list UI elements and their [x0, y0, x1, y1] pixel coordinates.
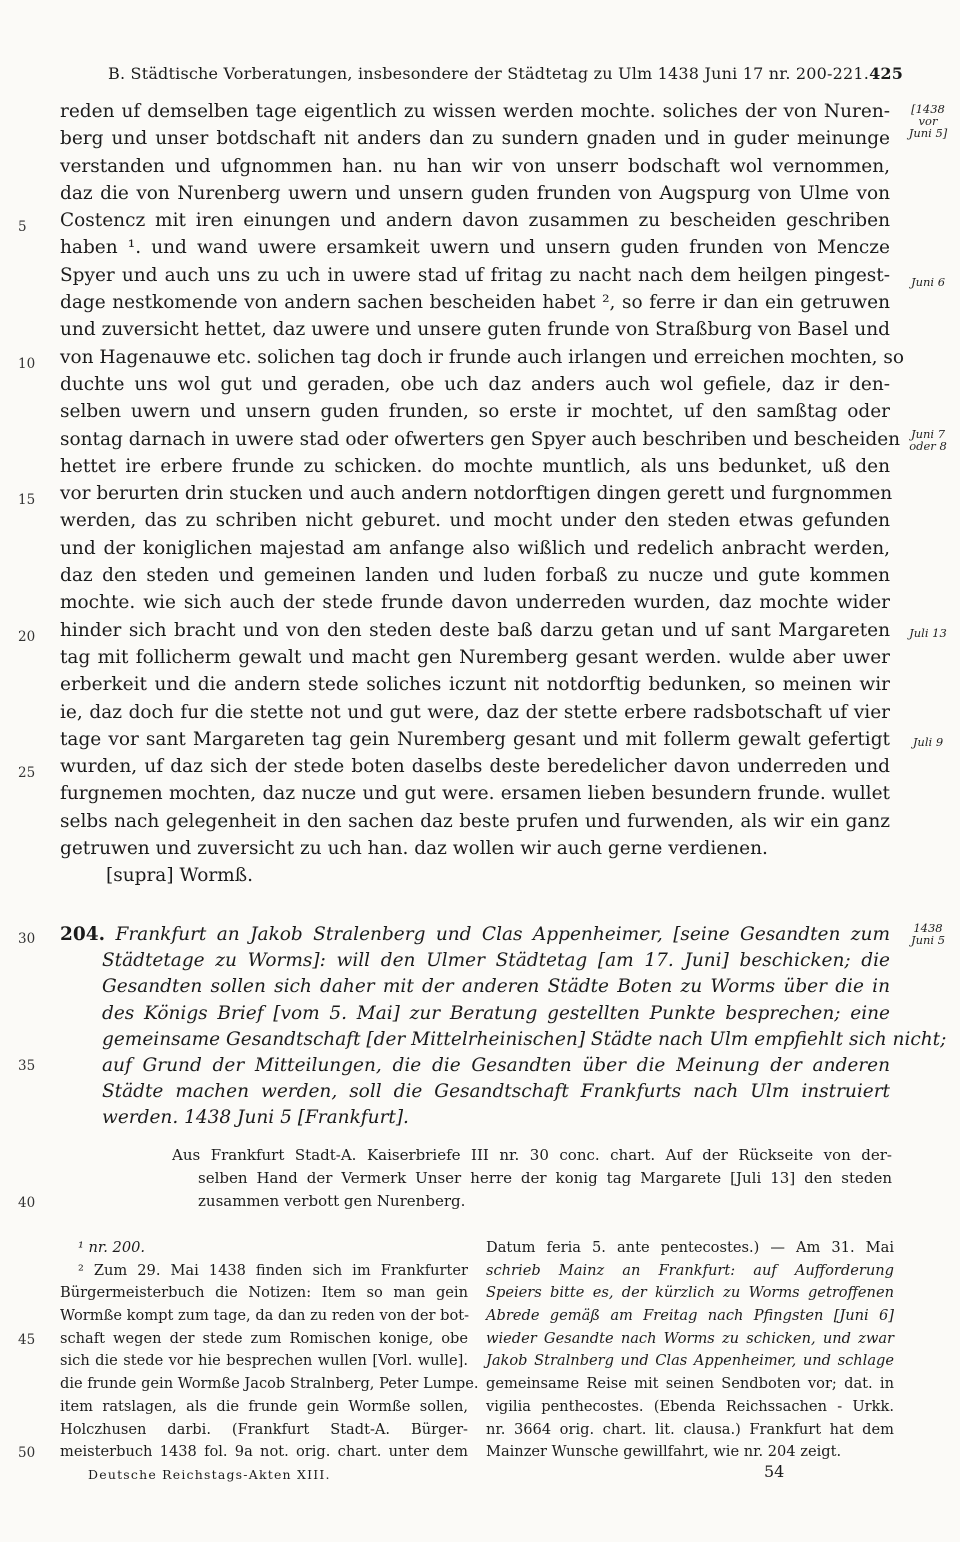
text-line: selben uwern und unsern guden frunden, so erste ir mochtet, uf den samßtag oder [60, 401, 890, 423]
regest-line: Städte machen werden, soll die Gesandtschaft Frankfurts nach Ulm instruiert [102, 1081, 890, 1103]
text-line: sontag darnach in uwere stad oder ofwerters gen Spyer auch beschriben und bescheiden [60, 428, 901, 450]
footnote-line: schaft wegen der stede zum Romischen konige, obe [60, 1329, 468, 1347]
line-number: 10 [18, 356, 36, 372]
line-number: 20 [18, 629, 36, 645]
running-header [108, 64, 904, 83]
text-line: selbs nach gelegenheit in den sachen daz beste prufen und furwenden, als wir ein ganz [60, 810, 890, 832]
margin-date-note: Juni 6 [910, 275, 946, 289]
text-line: hettet ire erbere frunde zu schicken. do mochte muntlich, als uns bedunket, uß den [60, 455, 890, 477]
text-line: verstanden und ufgnommen han. nu han wir von unserr bodschaft wol vernommen, [60, 155, 890, 177]
regest-line: gemeinsame Gesandtschaft [der Mittelrheinischen] Städte nach Ulm empfiehlt sich nicht; [102, 1028, 947, 1050]
text-line: und zuversicht hettet, daz uwere und unsere guten frunde von Straßburg von Basel und [60, 319, 890, 341]
line-number: 5 [18, 219, 27, 235]
document-204-regest [60, 922, 947, 1132]
margin-date-note: Juli 9 [912, 735, 944, 749]
footnote-line: Abrede gemäß am Freitag nach Pfingsten [Juni 6] [486, 1307, 894, 1325]
text-line: duchte uns wol gut und geraden, obe uch daz anders auch wol gefiele, daz ir den- [60, 373, 890, 395]
footnote-line: vigilia penthecostes. (Ebenda Reichssachen - Urkk. [486, 1397, 894, 1415]
regest-line: 204. Frankfurt an Jakob Stralenberg und Clas Appenheimer, [seine Gesandten zum [60, 924, 890, 945]
letter-signature-line: [supra] Wormß. [106, 865, 253, 887]
text-line: erberkeit und die andern stede soliches iczunt nit notdorftig bedunken, so meinen wir [60, 674, 890, 696]
text-line: haben ¹. und wand uwere ersamkeit uwern und unsern guden frunden von Mencze [60, 237, 890, 259]
text-line: dage nestkomende von andern sachen bescheiden habet ², so ferre ir dan ein getruwen [60, 292, 890, 314]
footnote-line: sich die stede vor hie besprechen wullen [Vorl. wulle]. [60, 1352, 468, 1370]
footnote-line: item ratslagen, als die frunde gein Wormße sollen, [60, 1397, 468, 1415]
footnote-line: Mainzer Wunsche gewillfahrt, wie nr. 204 zeigt. [486, 1443, 842, 1461]
footnote-line: Speiers bitte es, der kürzlich zu Worms getroffenen [486, 1284, 894, 1302]
text-line: vor berurten drin stucken und auch andern notdorftigen dingen gerett und furgnommen [60, 483, 893, 505]
footnote-line: ² Zum 29. Mai 1438 finden sich im Frankfurter [78, 1261, 468, 1279]
line-number: 35 [18, 1058, 36, 1074]
text-line: tag mit follicherm gewalt und macht gen Nuremberg gesant werden. wulde aber uwer [60, 646, 890, 668]
text-line: wurden, uf daz sich der stede boten daselbs deste beredelicher davon underreden und [60, 756, 890, 778]
margin-date-note: Juni 7 oder 8 [909, 427, 947, 453]
text-line: Costencz mit iren einungen und andern davon zusammen zu bescheiden geschriben [60, 210, 890, 232]
document-number: 204. [60, 924, 106, 945]
regest-line: Städtetage zu Worms]: will den Ulmer Städtetag [am 17. Juni] beschicken; die [102, 950, 890, 972]
text-line: berg und unser botdschaft nit anders dan zu sundern gnaden und in guder meinunge [60, 128, 890, 150]
volume-signature: Deutsche Reichstags-Akten XIII. [88, 1467, 331, 1482]
regest-line: Gesandten sollen sich daher mit der anderen Städte Boten zu Worms über die in [102, 976, 890, 998]
page-number: 425 [869, 64, 904, 83]
regest-line: werden. 1438 Juni 5 [Frankfurt]. [102, 1107, 409, 1129]
source-line: selben Hand der Vermerk Unser herre der konig tag Margarete [Juli 13] den steden [198, 1169, 892, 1188]
footnote-line: Wormße kompt zum tage, da dan zu reden von der bot- [60, 1307, 470, 1325]
text-line: von Hagenauwe etc. solichen tag doch ir frunde auch irlangen und erreichen mochten, so [60, 346, 905, 368]
source-line: zusammen verbott gen Nurenberg. [198, 1192, 466, 1211]
text-line: tage vor sant Margareten tag gein Nuremberg gesant und mit follerm gewalt gefertigt [60, 728, 890, 750]
footnotes [60, 1237, 894, 1464]
footnote-line: nr. 3664 orig. chart. lit. clausa.) Frankfurt hat dem [486, 1420, 894, 1438]
footnotes-right-column [486, 1237, 894, 1464]
main-text-block [60, 98, 905, 890]
text-line: mochte. wie sich auch der stede frunde davon underreden wurden, daz mochte wider [60, 592, 890, 614]
text-line: ie, daz doch fur die stette not und gut were, daz der stette erbere radsbotschaft uf vier [60, 701, 890, 723]
line-number: 45 [18, 1332, 36, 1348]
text-line: Spyer und auch uns zu uch in uwere stad uf fritag zu nacht nach dem heilgen pingest- [60, 264, 890, 286]
footnote-line: wieder Gesandte nach Worms zu schicken, und zwar [486, 1329, 894, 1347]
footnote-line: Holczhusen darbi. (Frankfurt Stadt-A. Bürger- [60, 1420, 468, 1438]
source-note [172, 1144, 892, 1214]
margin-date-note: 1438 Juni 5 [910, 921, 946, 947]
text-line: getruwen und zuversicht zu uch han. daz wollen wir auch gerne verdienen. [60, 838, 768, 860]
text-line: und der koniglichen majestad am anfange also wißlich und redelich anbracht werden, [60, 537, 890, 559]
text-line: daz die von Nurenberg uwern und unsern guden frunden von Augspurg von Ulme von [60, 182, 890, 204]
regest-line: des Königs Brief [vom 5. Mai] zur Beratung gestellten Punkte besprechen; eine [102, 1002, 890, 1024]
margin-date-note: Juli 13 [909, 626, 947, 640]
source-line: Aus Frankfurt Stadt-A. Kaiserbriefe III nr. 30 conc. chart. Auf der Rückseite von der- [172, 1146, 892, 1164]
text-line: reden uf demselben tage eigentlich zu wissen werden mochte. soliches der von Nuren- [60, 101, 890, 122]
margin-date-note: [1438 vor Juni 5] [908, 102, 948, 140]
line-number: 15 [18, 492, 36, 508]
footnote-line: gemeinsame Reise mit seinen Sendboten vor; dat. in [486, 1375, 894, 1393]
line-number: 50 [18, 1445, 36, 1461]
footnote-line: ¹ nr. 200. [78, 1239, 146, 1256]
line-number: 25 [18, 765, 36, 781]
text-line: daz den steden und gemeinen landen und luden forbaß zu nucze und gute kommen [60, 565, 890, 587]
footnotes-left-column [60, 1237, 479, 1464]
footnote-line: meisterbuch 1438 fol. 9a not. orig. chart. unter dem [60, 1443, 468, 1461]
text-line: werden, das zu schriben nicht geburet. und mocht under den steden etwas gefunden [60, 510, 890, 532]
footnote-line: Jakob Stralnberg und Clas Appenheimer, und schlage [486, 1352, 894, 1370]
line-number: 40 [18, 1195, 36, 1211]
text-line: furgnemen mochten, daz nucze und gut were. ersamen lieben besundern frunde. wullet [60, 783, 890, 805]
footnote-line: Bürgermeisterbuch die Notizen: Item so man gein [60, 1284, 468, 1302]
running-head-title: B. Städtische Vorberatungen, insbesondere der Städtetag zu Ulm 1438 Juni 17 nr. 200-221. [108, 64, 870, 83]
regest-line: auf Grund der Mitteilungen, die die Gesandten über die Meinung der anderen [102, 1054, 890, 1076]
footnote-line: Datum feria 5. ante pentecostes.) — Am 31. Mai [486, 1239, 894, 1256]
sheet-number: 54 [764, 1462, 785, 1481]
line-number: 30 [18, 931, 36, 947]
footnote-line: die frunde gein Wormße Jacob Stralnberg, Peter Lumpe. [60, 1375, 479, 1393]
footnote-line: schrieb Mainz an Frankfurt: auf Aufforderung [486, 1261, 894, 1279]
text-line: hinder sich bracht und von den steden deste baß darzu getan und uf sant Margareten [60, 619, 890, 641]
